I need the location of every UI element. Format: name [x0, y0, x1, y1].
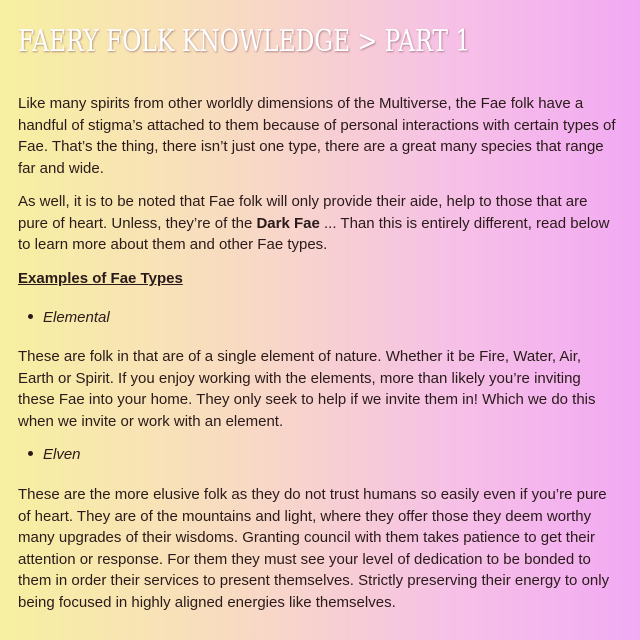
intro-paragraph-1: Like many spirits from other worldly dimensions of the Multiverse, the Fae folk have a handful of stigma’s attached to them because of personal interactions with certain types of Fae. That’s the thing, there isn’t just one type, there are a great many species that range far and wide.	[18, 95, 616, 177]
page-title: FAERY FOLK KNOWLEDGE > PART 1	[18, 24, 471, 59]
examples-heading: Examples of Fae Types	[18, 270, 183, 287]
bullet-icon	[28, 451, 33, 456]
list-item-elemental	[28, 307, 110, 328]
type-name: Elven	[43, 446, 81, 463]
intro-paragraph-2	[18, 191, 618, 256]
elven-description: These are the more elusive folk as they do not trust humans so easily even if you’re pure of heart. They are of the mountains and light, where they offer those they deem worthy many upgrades of their wisdoms. Granting council with them takes patience to get their attention or response. For them they must see your level of dedication to be bonded to them in order their services to present themselves. Strictly preserving their energy to only being focused in highly aligned energies like themselves.	[18, 486, 610, 611]
bullet-icon	[28, 314, 33, 319]
list-item-elven	[28, 444, 81, 465]
elemental-description: These are folk in that are of a single element of nature. Whether it be Fire, Water, Air, Earth or Spirit. If you enjoy working with the elements, more than likely you’re inviting these Fae into your home. They only seek to help if we invite them in! Which we do this when we invite or work with an element.	[18, 348, 596, 430]
intro-paragraph-2-text-end: ... Than this is entirely different, read below to learn more about them and other Fae types.	[18, 214, 610, 254]
dark-fae-emphasis: Dark Fae	[256, 214, 320, 232]
type-name: Elemental	[43, 309, 110, 326]
intro-paragraph-2-text: As well, it is to be noted that Fae folk will only provide their aide, help to those that are pure of heart. Unless, they’re of the	[18, 193, 588, 232]
